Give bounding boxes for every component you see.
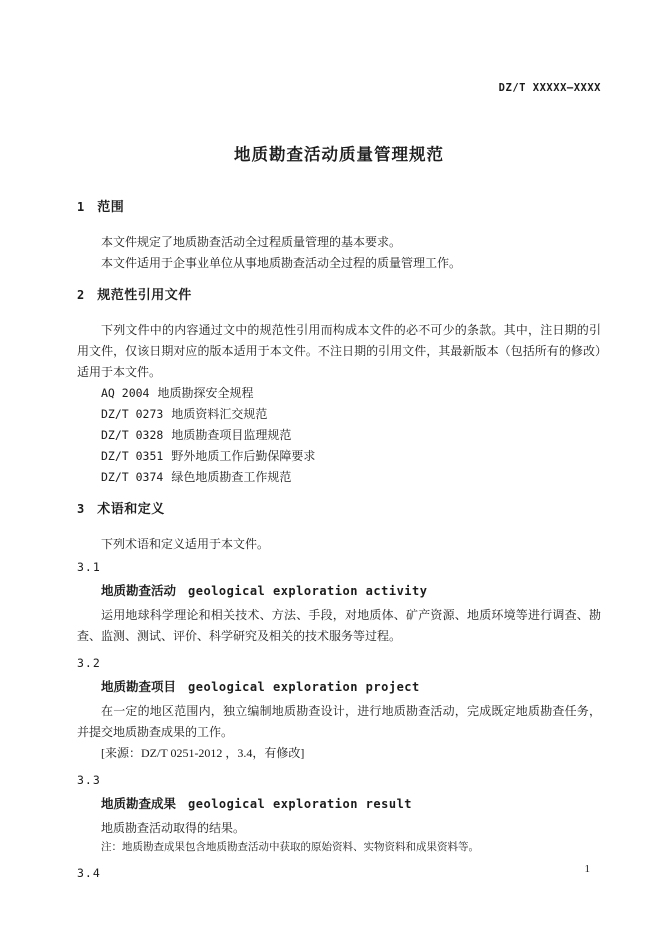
reference-item [77, 446, 601, 467]
term-definition: 地质勘查活动取得的结果。 [101, 821, 246, 835]
section-references-heading [77, 287, 601, 303]
term-source: [来源：DZ/T 0251-2012 ，3.4，有修改] [101, 746, 305, 760]
terms-intro: 下列术语和定义适用于本文件。 [101, 537, 270, 551]
reference-name: 地质勘查项目监理规范 [171, 428, 292, 442]
reference-name: 野外地质工作后勤保障要求 [171, 449, 316, 463]
term-name-zh: 地质勘查成果 [101, 797, 177, 811]
term-name-en: geological exploration activity [188, 584, 428, 598]
term-number: 3.4 [77, 866, 101, 880]
term-name-en: geological exploration result [188, 797, 413, 811]
page-number: 1 [584, 863, 590, 875]
reference-code: DZ/T 0328 [101, 428, 164, 442]
term-number: 3.1 [77, 560, 101, 574]
scope-paragraph-1: 本文件规定了地质勘查活动全过程质量管理的基本要求。 [101, 235, 402, 249]
reference-name: 地质资料汇交规范 [171, 407, 268, 421]
term-name-en: geological exploration project [188, 680, 420, 694]
term-definition: 在一定的地区范围内，独立编制地质勘查设计，进行地质勘查活动，完成既定地质勘查任务，并提交地质勘查成果的工作。 [77, 704, 601, 739]
reference-code: AQ 2004 [101, 386, 150, 400]
doc-code: DZ/T XXXXX—XXXX [498, 82, 601, 94]
term-definition: 运用地球科学理论和相关技术、方法、手段，对地质体、矿产资源、地质环境等进行调查、勘查、监测、测试、评价、科学研究及相关的技术服务等过程。 [77, 608, 601, 643]
reference-code: DZ/T 0273 [101, 407, 164, 421]
reference-code: DZ/T 0351 [101, 449, 164, 463]
term-entry [77, 580, 601, 602]
term-entry [77, 793, 601, 815]
document-title: 地质勘查活动质量管理规范 [234, 146, 444, 164]
reference-item [77, 404, 601, 425]
scope-paragraph-2: 本文件适用于企事业单位从事地质勘查活动全过程的质量管理工作。 [101, 256, 462, 270]
section-terms-heading [77, 501, 601, 517]
reference-item [77, 425, 601, 446]
term-name-zh: 地质勘查项目 [101, 680, 177, 694]
term-entry [77, 676, 601, 698]
term-number: 3.2 [77, 656, 101, 670]
section-title: 范围 [97, 199, 125, 214]
reference-item [77, 467, 601, 488]
section-title: 规范性引用文件 [97, 287, 192, 302]
reference-item [77, 383, 601, 404]
section-title: 术语和定义 [97, 501, 165, 516]
term-name-zh: 地质勘查活动 [101, 584, 177, 598]
reference-name: 地质勘探安全规程 [157, 386, 254, 400]
term-note: 注：地质勘查成果包含地质勘查活动中获取的原始资料、实物资料和成果资料等。 [101, 842, 479, 853]
section-scope-heading [77, 199, 601, 215]
section-number: 3 [77, 502, 85, 516]
references-intro: 下列文件中的内容通过文中的规范性引用而构成本文件的必不可少的条款。其中，注日期的引用文件，仅该日期对应的版本适用于本文件。不注日期的引用文件，其最新版本（包括所有的修改）适用于本文件。 [77, 323, 601, 379]
reference-code: DZ/T 0374 [101, 470, 164, 484]
reference-name: 绿色地质勘查工作规范 [171, 470, 292, 484]
term-number: 3.3 [77, 773, 101, 787]
section-number: 2 [77, 288, 85, 302]
section-number: 1 [77, 200, 85, 214]
